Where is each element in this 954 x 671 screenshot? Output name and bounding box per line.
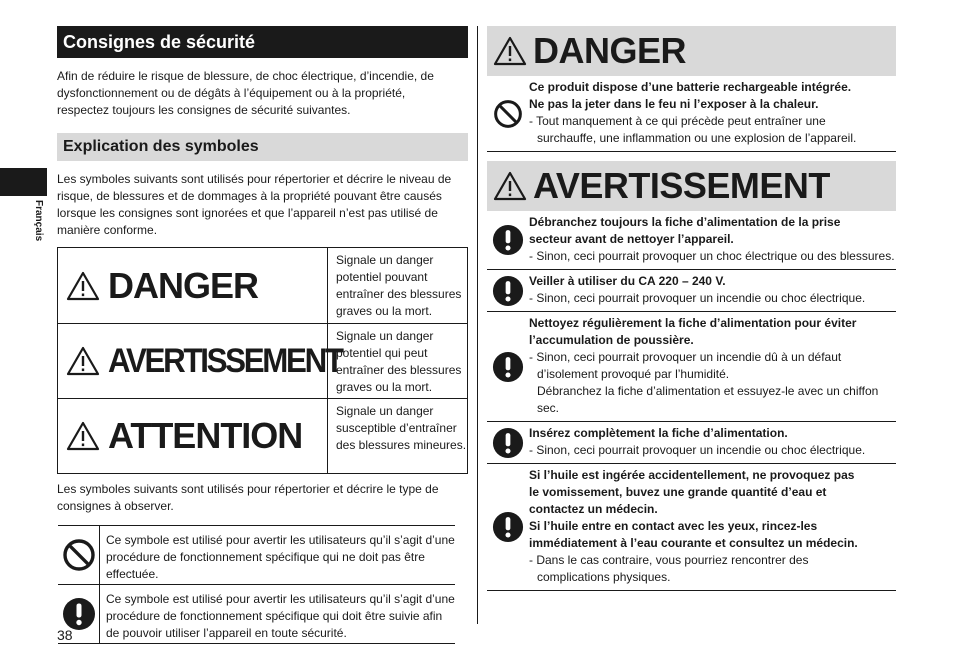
warning-triangle-icon: [493, 171, 527, 201]
warning-heading-text: AVERTISSEMENT: [533, 165, 830, 206]
symbol-description: Ce symbole est utilisé pour avertir les utilisateurs qu’il s’agit d’une procédure de fonctionnement spécifique qui doit être suivie afin de pouvoir utiliser l’appareil en toute sécurité.: [106, 592, 455, 640]
left-column: [57, 26, 468, 644]
language-tab-marker: [0, 168, 47, 196]
safety-instruction: Veiller à utiliser du CA 220 – 240 V.: [529, 274, 726, 288]
safety-instruction: l’accumulation de poussière.: [529, 333, 694, 347]
warning-items: [487, 211, 896, 591]
intro-paragraph: Afin de réduire le risque de blessure, de choc électrique, d’incendie, de dysfonctionnement ou de dégâts à l’équipement ou à la propriété, respectez toujours les consignes de sécurité suivantes.: [57, 69, 434, 117]
signal-word: DANGER: [108, 264, 259, 306]
mandatory-icon: [487, 464, 529, 590]
safety-note: - Tout manquement à ce qui précède peut entraîner une surchauffe, une inflammation ou une explosion de l’appareil.: [529, 114, 857, 145]
safety-note: - Sinon, ceci pourrait provoquer un choc électrique ou des blessures.: [529, 249, 895, 263]
section-title: Consignes de sécurité: [57, 26, 468, 58]
symbols-paragraph-1: Les symboles suivants sont utilisés pour répertorier et décrire le niveau de risque, de blessures et de dommages à la propriété pouvant être causés lorsque les consignes sont ignorées et que l’appareil n’est pas utilisé de manière conforme.: [57, 172, 452, 237]
mandatory-icon: [487, 270, 529, 311]
subsection-title: Explication des symboles: [57, 133, 468, 161]
safety-item: [487, 464, 896, 591]
safety-note: - Dans le cas contraire, vous pourriez rencontrer des complications physiques.: [529, 553, 809, 584]
warning-triangle-icon: [66, 421, 100, 451]
warning-heading: [487, 161, 896, 211]
mandatory-icon: [487, 422, 529, 463]
signal-word: AVERTISSEMENT: [108, 342, 342, 380]
symbol-row-prohibition: [58, 526, 455, 585]
symbol-table: [58, 525, 455, 644]
mandatory-icon: [487, 211, 529, 269]
page-number: 38: [57, 627, 73, 643]
prohibition-icon: [58, 526, 100, 584]
symbol-description: Ce symbole est utilisé pour avertir les utilisateurs qu’il s’agit d’une procédure de fonctionnement spécifique qui ne doit pas être effectuée.: [106, 533, 455, 581]
safety-item: [487, 211, 896, 270]
safety-instruction: Ne pas la jeter dans le feu ni l’exposer à la chaleur.: [529, 97, 819, 111]
safety-instruction: Débranchez toujours la fiche d’alimentation de la prise: [529, 215, 841, 229]
safety-instruction: immédiatement à l’eau courante et consultez un médecin.: [529, 536, 858, 550]
warning-triangle-icon: [66, 271, 100, 301]
safety-note: - Sinon, ceci pourrait provoquer un incendie ou choc électrique.: [529, 291, 866, 305]
signal-row-warning: [58, 323, 467, 398]
safety-item: [487, 312, 896, 422]
signal-row-danger: [58, 248, 467, 323]
safety-instruction: secteur avant de nettoyer l’appareil.: [529, 232, 734, 246]
safety-instruction: Ce produit dispose d’une batterie rechargeable intégrée.: [529, 80, 852, 94]
safety-instruction: Si l’huile entre en contact avec les yeux, rincez-les: [529, 519, 818, 533]
safety-instruction: Insérez complètement la fiche d’alimentation.: [529, 426, 788, 440]
signal-word-table: [57, 247, 468, 474]
safety-instruction: le vomissement, buvez une grande quantité d’eau et: [529, 485, 827, 499]
language-label: Français: [33, 200, 44, 242]
safety-item: [487, 270, 896, 312]
symbols-paragraph-2: Les symboles suivants sont utilisés pour répertorier et décrire le type de consignes à observer.: [57, 482, 439, 513]
safety-item: [487, 422, 896, 464]
column-divider: [477, 26, 478, 624]
signal-description: Signale un danger potentiel qui peut entraîner des blessures graves ou la mort.: [336, 329, 462, 394]
danger-items: [487, 76, 896, 152]
safety-instruction: contactez un médecin.: [529, 502, 658, 516]
signal-description: Signale un danger susceptible d’entraîner des blessures mineures.: [336, 404, 467, 452]
safety-instruction: Nettoyez régulièrement la fiche d’alimentation pour éviter: [529, 316, 857, 330]
warning-triangle-icon: [493, 36, 527, 66]
safety-note: - Sinon, ceci pourrait provoquer un incendie dû à un défaut d’isolement provoqué par l’humidité. Débranchez la fiche d’alimentation et essuyez-le avec un chiffon sec.: [529, 350, 879, 415]
signal-description: Signale un danger potentiel pouvant entraîner des blessures graves ou la mort.: [336, 253, 462, 318]
danger-heading: [487, 26, 896, 76]
mandatory-icon: [487, 312, 529, 421]
symbol-row-mandatory: [58, 585, 455, 644]
safety-item: [487, 76, 896, 152]
signal-row-caution: [58, 398, 467, 473]
right-column: [487, 26, 896, 591]
prohibition-icon: [487, 76, 529, 151]
danger-heading-text: DANGER: [533, 30, 687, 71]
safety-instruction: Si l’huile est ingérée accidentellement, ne provoquez pas: [529, 468, 855, 482]
signal-word: ATTENTION: [108, 415, 303, 456]
safety-note: - Sinon, ceci pourrait provoquer un incendie ou choc électrique.: [529, 443, 866, 457]
warning-triangle-icon: [66, 346, 100, 376]
